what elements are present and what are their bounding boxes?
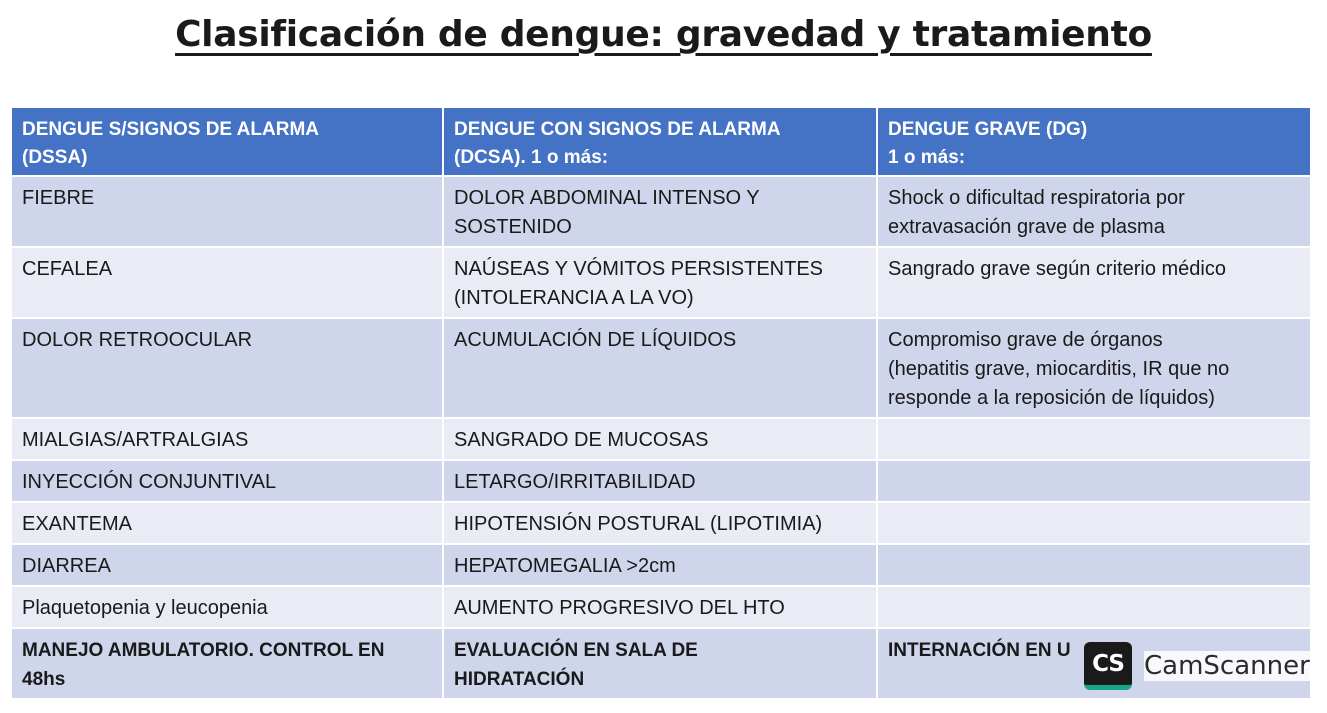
cell-dcsa: DOLOR ABDOMINAL INTENSO Y SOSTENIDO: [443, 176, 877, 247]
cell-dcsa: HEPATOMEGALIA >2cm: [443, 544, 877, 586]
cell-dcsa: ACUMULACIÓN DE LÍQUIDOS: [443, 318, 877, 418]
cell-dg: [877, 460, 1311, 502]
cell-dcsa: HIPOTENSIÓN POSTURAL (LIPOTIMIA): [443, 502, 877, 544]
page-title: Clasificación de dengue: gravedad y tratamiento: [175, 14, 1152, 55]
cell-dg: [877, 544, 1311, 586]
cell-dcsa: NAÚSEAS Y VÓMITOS PERSISTENTES (INTOLERANCIA A LA VO): [443, 247, 877, 318]
cell-dssa: MIALGIAS/ARTRALGIAS: [11, 418, 443, 460]
cell-dg: [877, 586, 1311, 628]
cell-dssa: FIEBRE: [11, 176, 443, 247]
footer-dcsa-management: EVALUACIÓN EN SALA DE HIDRATACIÓN: [443, 628, 877, 699]
table-row: [11, 460, 1311, 502]
cell-dg: Shock o dificultad respiratoria por extravasación grave de plasma: [877, 176, 1311, 247]
footer-dg-management: INTERNACIÓN EN U: [877, 628, 1311, 699]
cell-dg: Sangrado grave según criterio médico: [877, 247, 1311, 318]
cell-dssa: DIARREA: [11, 544, 443, 586]
header-dcsa: DENGUE CON SIGNOS DE ALARMA (DCSA). 1 o más:: [443, 107, 877, 176]
cell-dssa: CEFALEA: [11, 247, 443, 318]
camscanner-logo-icon: CS: [1084, 642, 1132, 690]
cell-dg: Compromiso grave de órganos (hepatitis grave, miocarditis, IR que no responde a la reposición de líquidos): [877, 318, 1311, 418]
footer-dssa-management: MANEJO AMBULATORIO. CONTROL EN 48hs: [11, 628, 443, 699]
cell-dcsa: LETARGO/IRRITABILIDAD: [443, 460, 877, 502]
camscanner-name: CamScanner: [1144, 651, 1310, 681]
header-dg: DENGUE GRAVE (DG) 1 o más:: [877, 107, 1311, 176]
dengue-classification-table: [10, 106, 1312, 700]
table-row: [11, 247, 1311, 318]
table-row: [11, 318, 1311, 418]
table-row: [11, 176, 1311, 247]
table-row: [11, 544, 1311, 586]
header-dssa: DENGUE S/SIGNOS DE ALARMA (DSSA): [11, 107, 443, 176]
table-row: [11, 502, 1311, 544]
camscanner-watermark: [1084, 642, 1310, 690]
cell-dcsa: AUMENTO PROGRESIVO DEL HTO: [443, 586, 877, 628]
cell-dg: [877, 418, 1311, 460]
table-row: [11, 586, 1311, 628]
cell-dssa: EXANTEMA: [11, 502, 443, 544]
cell-dg: [877, 502, 1311, 544]
cell-dssa: INYECCIÓN CONJUNTIVAL: [11, 460, 443, 502]
cell-dssa: DOLOR RETROOCULAR: [11, 318, 443, 418]
table-row: [11, 418, 1311, 460]
cell-dssa: Plaquetopenia y leucopenia: [11, 586, 443, 628]
cell-dcsa: SANGRADO DE MUCOSAS: [443, 418, 877, 460]
table-header-row: [11, 107, 1311, 176]
